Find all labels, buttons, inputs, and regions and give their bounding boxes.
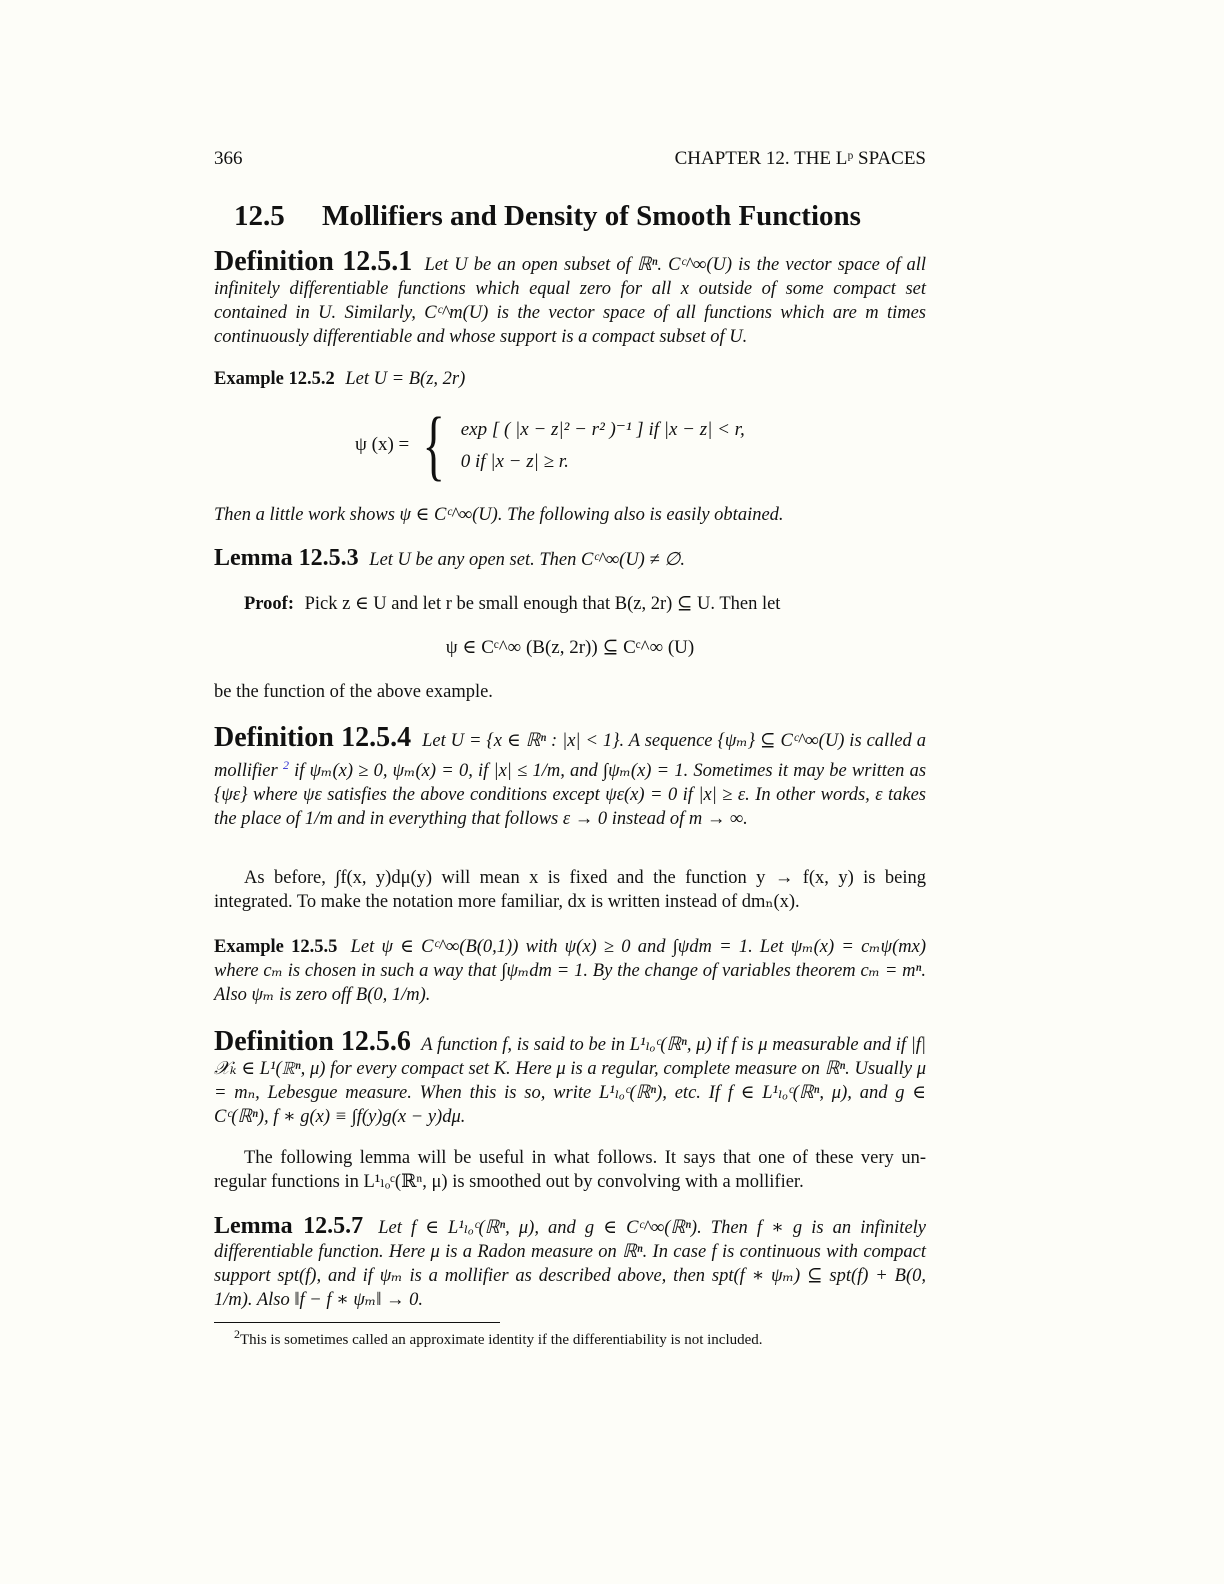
- definition-text-b: if ψₘ(x) ≥ 0, ψₘ(x) = 0, if |x| ≤ 1/m, and ∫ψₘ(x) = 1. Sometimes it may be written as {ψε} where ψε satisfies the above conditions except ψε(x) = 0 if |x| ≥ ε. In other words, ε takes the place of 1/m and in everything that follows ε → 0 instead of m → ∞.: [214, 761, 927, 830]
- page-number: 366: [214, 148, 243, 169]
- chapter-title: CHAPTER 12. THE Lᵖ SPACES: [674, 148, 926, 169]
- proof-conclusion: be the function of the above example.: [214, 682, 493, 702]
- equation-case-1: exp [ ( |x − z|² − r² )⁻¹ ] if |x − z| < r,: [460, 418, 745, 440]
- running-header: [214, 148, 926, 170]
- example-12-5-2: [214, 367, 926, 391]
- definition-12-5-6: [214, 1026, 927, 1129]
- paragraph-as-before: As before, ∫f(x, y)dμ(y) will mean x is fixed and the function y → f(x, y) is being integrated. To make the notation more familiar, dx is written instead of dmₙ(x).: [214, 868, 926, 912]
- section-heading: [234, 200, 861, 233]
- proof-text: Pick z ∈ U and let r be small enough that B(z, 2r) ⊆ U. Then let: [304, 594, 781, 614]
- definition-12-5-4: [214, 722, 927, 831]
- proof: [214, 592, 926, 616]
- footnote: [234, 1327, 763, 1349]
- footnote-link[interactable]: 2: [282, 758, 289, 772]
- section-title: Mollifiers and Density of Smooth Functions: [322, 200, 861, 232]
- lemma-label: Lemma 12.5.3: [214, 545, 359, 571]
- definition-text-a: Let U = {x ∈ ℝⁿ : |x| < 1}. A sequence {ψₘ} ⊆ Cᶜ^∞(U) is called a mollifier: [214, 731, 927, 782]
- definition-12-5-1: [214, 246, 927, 349]
- definition-label: Definition 12.5.4: [214, 722, 412, 753]
- definition-label: Definition 12.5.1: [214, 246, 413, 277]
- example-label: Example 12.5.5: [214, 937, 338, 957]
- footnote-text: This is sometimes called an approximate identity if the differentiability is not included.: [240, 1332, 763, 1348]
- example-text: Let ψ ∈ Cᶜ^∞(B(0,1)) with ψ(x) ≥ 0 and ∫ψdm = 1. Let ψₘ(x) = cₘψ(mx) where cₘ is chosen in such a way that ∫ψₘdm = 1. By the change of variables theorem cₘ = mⁿ. Also ψₘ is zero off B(0, 1/m).: [214, 937, 927, 1005]
- brace-symbol: {: [422, 401, 446, 488]
- lemma-text: Let f ∈ L¹ₗₒᶜ(ℝⁿ, μ), and g ∈ Cᶜ^∞(ℝⁿ). Then f ∗ g is an infinitely differentiable function. Here μ is a Radon measure on ℝⁿ. In case f is continuous with compact support spt(f), and if ψₘ is a mollifier as described above, then spt(f ∗ ψₘ) ⊆ spt(f) + B(0, 1/m). Also ‖f − f ∗ ψₘ‖ → 0.: [214, 1218, 927, 1310]
- proof-display-equation: ψ ∈ Cᶜ^∞ (B(z, 2r)) ⊆ Cᶜ^∞ (U): [445, 637, 695, 658]
- example-label: Example 12.5.2: [214, 369, 335, 389]
- equation-case-2: 0 if |x − z| ≥ r.: [460, 450, 569, 472]
- proof-label: Proof:: [244, 594, 294, 614]
- lemma-12-5-3: [214, 546, 926, 572]
- section-number: 12.5: [234, 200, 285, 232]
- definition-text: A function f, is said to be in L¹ₗₒᶜ(ℝⁿ, μ) if f is μ measurable and if |f|𝒳ₖ ∈ L¹(ℝⁿ, μ) for every compact set K. Here μ is a regular, complete measure on ℝⁿ. Usually μ = mₙ, Lebesgue measure. When this is so, write L¹ₗₒᶜ(ℝⁿ), etc. If f ∈ L¹ₗₒᶜ(ℝⁿ, μ), and g ∈ Cᶜ(ℝⁿ), f ∗ g(x) ≡ ∫f(y)g(x − y)dμ.: [214, 1035, 927, 1127]
- equation-lhs: ψ (x) =: [355, 434, 410, 455]
- definition-label: Definition 12.5.6: [214, 1026, 411, 1057]
- paragraph-following: The following lemma will be useful in what follows. It says that one of these very un-regular functions in L¹ₗₒᶜ(ℝⁿ, μ) is smoothed out by convolving with a mollifier.: [214, 1148, 926, 1192]
- lemma-text: Let U be any open set. Then Cᶜ^∞(U) ≠ ∅.: [369, 550, 685, 570]
- example-12-5-5: [214, 935, 926, 1007]
- footnote-divider: [214, 1322, 500, 1323]
- example-text: Let U = B(z, 2r): [345, 369, 466, 389]
- definition-text: Let U be an open subset of ℝⁿ. Cᶜ^∞(U) is the vector space of all infinitely differentiable functions which equal zero for all x outside of some compact set contained in U. Similarly, Cᶜ^m(U) is the vector space of all functions which are m times continuously differentiable and whose support is a compact subset of U.: [214, 255, 927, 347]
- example-conclusion: Then a little work shows ψ ∈ Cᶜ^∞(U). The following also is easily obtained.: [214, 505, 784, 525]
- piecewise-equation: [355, 401, 745, 488]
- lemma-label: Lemma 12.5.7: [214, 1213, 364, 1239]
- lemma-12-5-7: [214, 1214, 926, 1312]
- footnote-mark: 2: [234, 1327, 240, 1341]
